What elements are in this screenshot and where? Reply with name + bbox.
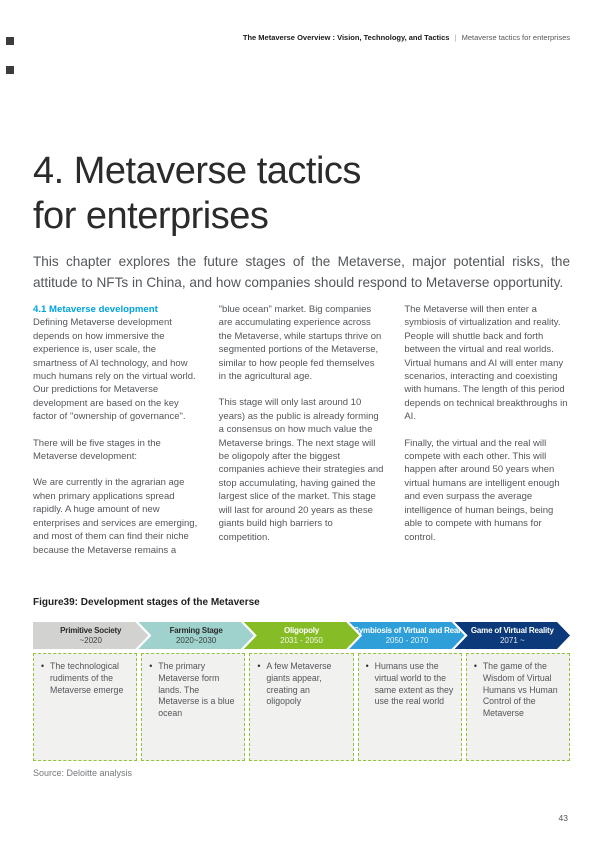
page-number: 43 bbox=[558, 813, 568, 823]
paragraph: "blue ocean" market. Big companies are accumulating experience across the Metaverse, while startups thrive on segmented portions of the Metaverse, similar to how people fed themselves in the agricultural age. bbox=[218, 304, 382, 383]
stage-box-text: A few Metaverse giants appear, creating an oligopoly bbox=[266, 661, 332, 707]
running-header bbox=[243, 33, 570, 42]
body-column-1 bbox=[33, 303, 199, 557]
running-header-section: Metaverse tactics for enterprises bbox=[461, 33, 570, 42]
chapter-title bbox=[33, 149, 361, 239]
stage-box-primitive-society bbox=[33, 653, 137, 761]
stage-box-text: The primary Metaverse form lands. The Metaverse is a blue ocean bbox=[158, 661, 235, 719]
page-edge-mark bbox=[6, 66, 14, 74]
chapter-title-line1: 4. Metaverse tactics bbox=[33, 150, 361, 193]
bullet-icon: • bbox=[473, 661, 477, 671]
stage-arrow-banner bbox=[33, 622, 570, 649]
paragraph: Finally, the virtual and the real will compete with each other. This will happen after around 50 years when virtual humans are intelligent enough and even surpass the average intelligence of human beings, being able to compete with humans for control. bbox=[404, 437, 560, 543]
stage-label bbox=[349, 622, 464, 645]
stage-name: Symbiosis of Virtual and Real bbox=[353, 625, 461, 635]
stage-box-text: Humans use the virtual world to the same extent as they use the real world bbox=[374, 661, 454, 707]
body-column-3 bbox=[404, 303, 570, 557]
figure-caption: Figure39: Development stages of the Metaverse bbox=[33, 597, 260, 608]
stage-box-game-of-virtual-reality bbox=[466, 653, 570, 761]
paragraph: We are currently in the agrarian age when primary applications spread rapidly. A huge amount of new enterprises and services are emerging, and most of them can find their niche because the Metaverse remains a bbox=[33, 477, 198, 556]
body-column-2 bbox=[219, 303, 385, 557]
paragraph: This stage will only last around 10 years) as the public is already forming a consensus on how much value the Metaverse brings. The next stage will be oligopoly after the biggest companies achieve their strategies and stop accumulating, having gained the largest slice of the market. This stage will last for around 20 years as these giants build high barriers to competition. bbox=[218, 397, 384, 543]
running-header-separator: | bbox=[454, 33, 457, 42]
stage-box-oligopoly bbox=[249, 653, 353, 761]
paragraph: There will be five stages in the Metaverse development: bbox=[33, 437, 161, 463]
stage-arrow-primitive-society bbox=[33, 622, 148, 649]
bullet-icon: • bbox=[41, 661, 45, 671]
paragraph: Defining Metaverse development depends on how immersive the experience is, user scale, the smartness of AI technology, and how much humans rely on the virtual world. Our predictions for Metaverse development are based on the key factor of "ownership of governance". bbox=[33, 317, 196, 423]
paragraph: The Metaverse will then enter a symbiosis of virtualization and reality. People will shuttle back and forth between the virtual and real worlds. Virtual humans and AI will enter many scenarios, interacting and coexisting with humans. The length of this period depends on technical breakthroughs in AI. bbox=[404, 304, 568, 423]
chapter-intro: This chapter explores the future stages of the Metaverse, major potential risks, the attitude to NFTs in China, and how companies should respond to Metaverse opportunity. bbox=[33, 253, 570, 290]
stage-years: ~2020 bbox=[79, 635, 102, 645]
bullet-icon: • bbox=[257, 661, 261, 671]
stage-label bbox=[455, 622, 570, 645]
stage-box-farming-stage bbox=[141, 653, 245, 761]
figure-source: Source: Deloitte analysis bbox=[33, 768, 133, 778]
stage-years: 2050 - 2070 bbox=[385, 635, 429, 645]
stage-arrow-game-of-virtual-reality bbox=[455, 622, 570, 649]
stage-label bbox=[138, 622, 253, 645]
stage-years: 2071 ~ bbox=[499, 635, 525, 645]
stage-name: Farming Stage bbox=[169, 625, 223, 635]
stage-box-symbiosis bbox=[358, 653, 462, 761]
stage-arrow-oligopoly bbox=[244, 622, 359, 649]
section-heading: 4.1 Metaverse development bbox=[33, 304, 158, 315]
running-header-title: The Metaverse Overview : Vision, Technology, and Tactics bbox=[242, 33, 450, 42]
stage-label bbox=[244, 622, 359, 645]
stage-description-boxes bbox=[33, 653, 570, 761]
bullet-icon: • bbox=[149, 661, 153, 671]
stage-name: Primitive Society bbox=[60, 625, 122, 635]
body-columns bbox=[33, 303, 570, 557]
page-edge-mark bbox=[6, 37, 14, 45]
stage-arrow-farming-stage bbox=[138, 622, 253, 649]
stage-box-text: The technological rudiments of the Metaverse emerge bbox=[50, 661, 124, 695]
stage-years: 2031 - 2050 bbox=[280, 635, 323, 645]
stage-label bbox=[33, 622, 148, 645]
stage-years: 2020~2030 bbox=[175, 635, 217, 645]
stage-box-text: The game of the Wisdom of Virtual Humans vs Human Control of the Metaverse bbox=[482, 661, 558, 719]
chapter-title-line2: for enterprises bbox=[33, 195, 269, 238]
stage-name: Game of Virtual Reality bbox=[470, 625, 554, 635]
stage-arrow-symbiosis bbox=[349, 622, 464, 649]
bullet-icon: • bbox=[365, 661, 369, 671]
stage-name: Oligopoly bbox=[283, 625, 320, 635]
